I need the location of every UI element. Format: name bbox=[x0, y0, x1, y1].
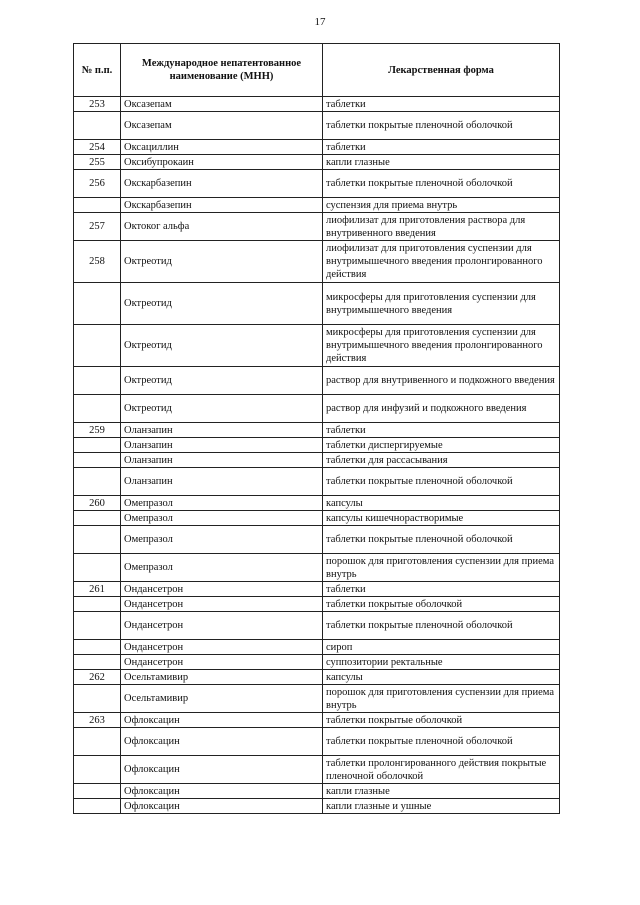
drug-name: Ондансетрон bbox=[121, 612, 323, 640]
table-row bbox=[74, 496, 560, 511]
page-number: 17 bbox=[314, 16, 326, 28]
dosage-form: раствор для внутривенного и подкожного введения bbox=[323, 367, 560, 395]
row-number bbox=[74, 367, 121, 395]
table-row bbox=[74, 438, 560, 453]
row-number bbox=[74, 655, 121, 670]
drug-name: Офлоксацин bbox=[121, 756, 323, 784]
table-header-row bbox=[74, 44, 560, 97]
drug-name: Окскарбазепин bbox=[121, 198, 323, 213]
drug-name: Омепразол bbox=[121, 496, 323, 511]
header-inn: Международное непатентованное наименование (МНН) bbox=[121, 44, 323, 97]
row-number bbox=[74, 526, 121, 554]
table-row bbox=[74, 670, 560, 685]
row-number: 256 bbox=[74, 170, 121, 198]
drug-name: Оланзапин bbox=[121, 438, 323, 453]
table-row bbox=[74, 170, 560, 198]
table-row bbox=[74, 756, 560, 784]
row-number: 259 bbox=[74, 423, 121, 438]
dosage-form: капсулы bbox=[323, 496, 560, 511]
drug-name: Ондансетрон bbox=[121, 655, 323, 670]
row-number: 262 bbox=[74, 670, 121, 685]
dosage-form: раствор для инфузий и подкожного введения bbox=[323, 395, 560, 423]
dosage-form: микросферы для приготовления суспензии для внутримышечного введения bbox=[323, 283, 560, 325]
header-dosage-form: Лекарственная форма bbox=[323, 44, 560, 97]
drug-name: Омепразол bbox=[121, 511, 323, 526]
row-number bbox=[74, 438, 121, 453]
drug-name: Омепразол bbox=[121, 554, 323, 582]
dosage-form: лиофилизат для приготовления суспензии для внутримышечного введения пролонгированного действия bbox=[323, 241, 560, 283]
dosage-form: суппозитории ректальные bbox=[323, 655, 560, 670]
table-row bbox=[74, 283, 560, 325]
dosage-form: таблетки покрытые оболочкой bbox=[323, 597, 560, 612]
drug-name: Ондансетрон bbox=[121, 597, 323, 612]
dosage-form: таблетки покрытые пленочной оболочкой bbox=[323, 468, 560, 496]
table-row bbox=[74, 597, 560, 612]
dosage-form: таблетки покрытые пленочной оболочкой bbox=[323, 728, 560, 756]
table-row bbox=[74, 367, 560, 395]
dosage-form: микросферы для приготовления суспензии для внутримышечного введения пролонгированного действия bbox=[323, 325, 560, 367]
row-number: 253 bbox=[74, 97, 121, 112]
row-number bbox=[74, 112, 121, 140]
table-body bbox=[74, 97, 560, 814]
dosage-form: таблетки bbox=[323, 423, 560, 438]
table-row bbox=[74, 799, 560, 814]
row-number: 258 bbox=[74, 241, 121, 283]
dosage-form: капсулы кишечнорастворимые bbox=[323, 511, 560, 526]
table-row bbox=[74, 241, 560, 283]
dosage-form: порошок для приготовления суспензии для приема внутрь bbox=[323, 685, 560, 713]
row-number bbox=[74, 283, 121, 325]
row-number: 257 bbox=[74, 213, 121, 241]
drug-name: Оланзапин bbox=[121, 453, 323, 468]
row-number bbox=[74, 612, 121, 640]
table-row bbox=[74, 97, 560, 112]
dosage-form: таблетки покрытые оболочкой bbox=[323, 713, 560, 728]
dosage-form: суспензия для приема внутрь bbox=[323, 198, 560, 213]
table-row bbox=[74, 655, 560, 670]
drug-name: Ондансетрон bbox=[121, 582, 323, 597]
row-number bbox=[74, 756, 121, 784]
drug-name: Октоког альфа bbox=[121, 213, 323, 241]
drug-name: Офлоксацин bbox=[121, 784, 323, 799]
drug-name: Октреотид bbox=[121, 395, 323, 423]
table-row bbox=[74, 423, 560, 438]
row-number bbox=[74, 784, 121, 799]
row-number bbox=[74, 640, 121, 655]
table-row bbox=[74, 112, 560, 140]
header-number: № п.п. bbox=[74, 44, 121, 97]
drug-name: Оланзапин bbox=[121, 468, 323, 496]
drug-name: Октреотид bbox=[121, 367, 323, 395]
dosage-form: таблетки покрытые пленочной оболочкой bbox=[323, 112, 560, 140]
drug-name: Осельтамивир bbox=[121, 670, 323, 685]
drug-name: Оксазепам bbox=[121, 97, 323, 112]
dosage-form: таблетки покрытые пленочной оболочкой bbox=[323, 526, 560, 554]
table-row bbox=[74, 582, 560, 597]
drug-name: Октреотид bbox=[121, 241, 323, 283]
dosage-form: капли глазные bbox=[323, 784, 560, 799]
drug-name: Ондансетрон bbox=[121, 640, 323, 655]
table-row bbox=[74, 640, 560, 655]
row-number: 261 bbox=[74, 582, 121, 597]
drug-name: Октреотид bbox=[121, 325, 323, 367]
row-number bbox=[74, 799, 121, 814]
row-number bbox=[74, 198, 121, 213]
table-row bbox=[74, 784, 560, 799]
dosage-form: сироп bbox=[323, 640, 560, 655]
drug-name: Окскарбазепин bbox=[121, 170, 323, 198]
table-row bbox=[74, 511, 560, 526]
dosage-form: таблетки пролонгированного действия покрытые пленочной оболочкой bbox=[323, 756, 560, 784]
dosage-form: таблетки bbox=[323, 97, 560, 112]
row-number bbox=[74, 468, 121, 496]
row-number bbox=[74, 453, 121, 468]
dosage-form: лиофилизат для приготовления раствора для внутривенного введения bbox=[323, 213, 560, 241]
drug-name: Омепразол bbox=[121, 526, 323, 554]
table-row bbox=[74, 395, 560, 423]
row-number bbox=[74, 511, 121, 526]
dosage-form: таблетки покрытые пленочной оболочкой bbox=[323, 612, 560, 640]
row-number bbox=[74, 395, 121, 423]
table-row bbox=[74, 554, 560, 582]
drug-name: Оксациллин bbox=[121, 140, 323, 155]
dosage-form: порошок для приготовления суспензии для приема внутрь bbox=[323, 554, 560, 582]
dosage-form: таблетки покрытые пленочной оболочкой bbox=[323, 170, 560, 198]
table-row bbox=[74, 685, 560, 713]
row-number: 255 bbox=[74, 155, 121, 170]
dosage-form: таблетки bbox=[323, 140, 560, 155]
table-row bbox=[74, 728, 560, 756]
dosage-form: капли глазные и ушные bbox=[323, 799, 560, 814]
table-row bbox=[74, 526, 560, 554]
drug-name: Оксибупрокаин bbox=[121, 155, 323, 170]
dosage-form: таблетки bbox=[323, 582, 560, 597]
row-number bbox=[74, 554, 121, 582]
row-number bbox=[74, 685, 121, 713]
table-row bbox=[74, 140, 560, 155]
drug-name: Оланзапин bbox=[121, 423, 323, 438]
table-row bbox=[74, 713, 560, 728]
row-number: 263 bbox=[74, 713, 121, 728]
dosage-form: таблетки для рассасывания bbox=[323, 453, 560, 468]
dosage-form: капли глазные bbox=[323, 155, 560, 170]
table-row bbox=[74, 325, 560, 367]
drug-name: Офлоксацин bbox=[121, 728, 323, 756]
row-number bbox=[74, 597, 121, 612]
row-number bbox=[74, 728, 121, 756]
drug-name: Оксазепам bbox=[121, 112, 323, 140]
table-row bbox=[74, 612, 560, 640]
dosage-form: капсулы bbox=[323, 670, 560, 685]
table-row bbox=[74, 213, 560, 241]
drug-name: Октреотид bbox=[121, 283, 323, 325]
row-number bbox=[74, 325, 121, 367]
table-row bbox=[74, 468, 560, 496]
table-row bbox=[74, 198, 560, 213]
dosage-form: таблетки диспергируемые bbox=[323, 438, 560, 453]
table-row bbox=[74, 155, 560, 170]
table-row bbox=[74, 453, 560, 468]
drug-name: Офлоксацин bbox=[121, 713, 323, 728]
drug-name: Офлоксацин bbox=[121, 799, 323, 814]
drug-name: Осельтамивир bbox=[121, 685, 323, 713]
row-number: 260 bbox=[74, 496, 121, 511]
row-number: 254 bbox=[74, 140, 121, 155]
drug-table bbox=[73, 43, 560, 814]
